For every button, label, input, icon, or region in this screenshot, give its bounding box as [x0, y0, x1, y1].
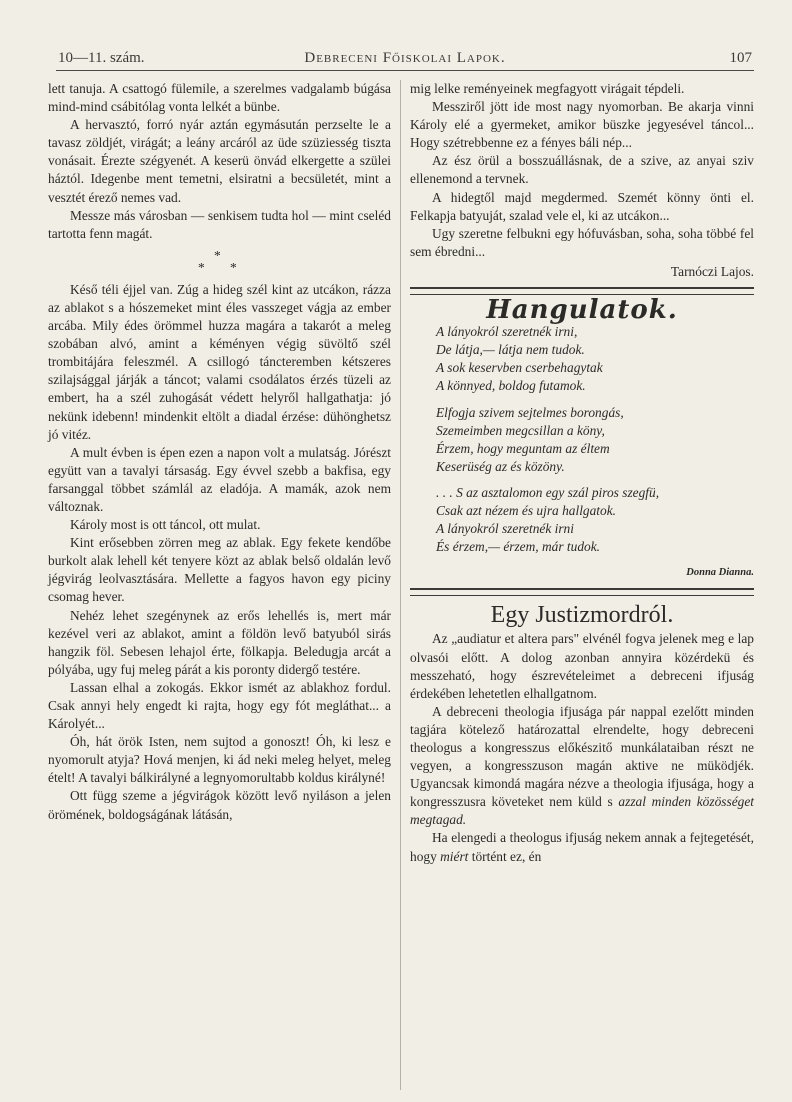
paragraph	[410, 703, 754, 830]
paragraph: Nehéz lehet szegénynek az erős lehellés is, mert már kezével veri az ablakot, amint a földön levő batyuból sirás hangzik föl. Sebesen lehajol érte, fölkapja. Beledugja arcát a pólyába, ugy fuj meleg párát a kis poronty didergő testére.	[48, 607, 391, 677]
journal-title: Debreceni Főiskolai Lapok.	[304, 50, 506, 66]
asterisk: *	[214, 247, 221, 263]
poem-stanza	[436, 323, 754, 395]
story-signature: Tarnóczi Lajos.	[670, 263, 754, 279]
poem-stanza	[436, 484, 754, 556]
header-rule	[56, 70, 754, 71]
paragraph: Messze más városban — senkisem tudta hol — mint cseléd tartotta fenn magát.	[48, 207, 391, 241]
italic-text: azzal minden közösséget megtagad.	[410, 794, 754, 828]
poem-line: Keserüség az és közöny.	[436, 458, 565, 474]
asterisk: *	[230, 259, 237, 275]
section-divider	[410, 588, 754, 596]
article-title: Egy Justizmordról.	[490, 602, 674, 629]
paragraph: Ugy szeretne felbukni egy hófuvásban, soha, soha többé fel sem ébredni...	[410, 225, 754, 259]
poem-line: Csak azt nézem és ujra hallgatok.	[436, 502, 617, 518]
paragraph: Az „audiatur et altera pars" elvénél fogva jelenek meg e lap olvasói előtt. A dolog azonban annyira közérdekü és messzeható, hogy észrevételeimet a debreceni ifjuság érdekében lehetetlen elhallgatnom.	[410, 631, 754, 701]
page-header	[58, 50, 752, 72]
paragraph: Késő téli éjjel van. Zúg a hideg szél kint az utcákon, rázza az ablakot s a hószemeket mint éles vasszeget vágja az ember arcába. Mily édes örömmel huzza magára a takarót a meleg szobában alvó, amint a kéményen végig süvöltő szél trombitájára feleszmél. A csillogó táncteremben kétszeres szilajsággal járják a táncot; valami csodálatos érzés tüzeli az embert, ha a szél zuhogását védett helyről hallgathatja: jó nekünk idebenn! mindenkit eltölt a diadal érzése: dühönghetsz jó vitéz.	[48, 281, 391, 442]
poem-line: Szemeimben megcsillan a köny,	[436, 422, 605, 438]
paragraph: Óh, hát örök Isten, nem sujtod a gonoszt! Óh, ki lesz e nyomorult atyja? Hová menjen, ki ád neki meleg helyet, meleg ételt! A tavalyi bálkirályné a legnyomorultabb koldus királyné!	[48, 734, 391, 786]
poem	[410, 323, 754, 556]
poem-stanza	[436, 404, 754, 476]
text-run: Ha elengedi a theologus ifjuság nekem annak a fejtegetését, hogy	[410, 830, 754, 864]
section-break-asterisks	[48, 247, 391, 277]
poem-line: . . . S az asztalomon egy szál piros szegfü,	[436, 484, 660, 500]
paragraph: A mult évben is épen ezen a napon volt a mulatság. Jórészt együtt van a tavalyi társaság. Egy évvel szebb a bakfisa, egy farsanggal többet számlál az eladója. A mamák, azok nem változnak.	[48, 444, 391, 514]
poem-line: De látja,— látja nem tudok.	[436, 342, 585, 358]
left-column	[48, 80, 391, 824]
paragraph: Lassan elhal a zokogás. Ekkor ismét az ablakhoz fordul. Csak annyi hely engedt ki rajta, hogy egy fót megláthat... a Károlyét...	[48, 679, 391, 732]
italic-text: miért	[440, 848, 469, 864]
poem-line: Érzem, hogy meguntam az éltem	[436, 440, 610, 456]
paragraph: mig lelke reményeinek megfagyott virágait tépdeli.	[410, 81, 685, 96]
poem-title: Hangulatok.	[486, 295, 678, 326]
poem-line: A lányokról szeretnék irni,	[436, 324, 578, 340]
poem-line: És érzem,— érzem, már tudok.	[436, 539, 601, 555]
paragraph: Kint erősebben zörren meg az ablak. Egy fekete kendőbe burkolt alak lehell két tenyere közt az ablak belső oldalán levő jégvirág leolvasztására. Mellette a fagyos havon egy piciny csomag hever.	[48, 535, 391, 605]
page-number: 107	[729, 50, 752, 66]
column-divider	[400, 80, 401, 1090]
section-divider	[410, 287, 754, 295]
right-column	[410, 80, 754, 866]
poem-author: Donna Dianna.	[686, 567, 754, 579]
paragraph: Az ész örül a bosszuállásnak, de a szive, az anyai sziv ellenemond a tervnek.	[410, 153, 754, 187]
paragraph: A hidegtől majd megdermed. Szemét könny önti el. Felkapja batyuját, szalad vele el, ki az utcákon...	[410, 189, 754, 223]
paragraph: lett tanuja. A csattogó fülemile, a szerelmes vadgalamb búgása mind-mind csábitólag vonta lelkét a bünbe.	[48, 81, 391, 115]
poem-line: A sok keservben cserbehagytak	[436, 360, 603, 376]
paragraph: Messziről jött ide most nagy nyomorban. Be akarja vinni Károly elé a gyermeket, amikor büszke jegyesével táncol... Hogy szétrebbenne ez a fényes báli nép...	[410, 99, 754, 151]
paragraph	[410, 829, 754, 865]
poem-line: A lányokról szeretnék irni	[436, 521, 574, 537]
text-run: történt ez, én	[468, 848, 542, 864]
paragraph: Ott függ szeme a jégvirágok között levő nyiláson a jelen örömének, boldogságának látásán,	[48, 788, 391, 822]
paragraph: Károly most is ott táncol, ott mulat.	[70, 517, 261, 533]
text-run: A debreceni theologia ifjusága pár nappal ezelőtt minden tagjára kötelező határozattal elrendelte, hogy debreceni theologus a kongresszus előkészitő munkálataiban részt ne vegyen, a kongresszuson magán aktive ne müködjék. Ugyancsak kimondá magára nézve a theologia ifjusága, hogy a kongresszusra követeket nem küld s	[410, 703, 754, 810]
poem-line: A könnyed, boldog futamok.	[436, 378, 586, 394]
poem-line: Elfogja szivem sejtelmes borongás,	[436, 404, 624, 420]
issue-number: 10—11. szám.	[58, 50, 145, 66]
asterisk: *	[198, 259, 205, 275]
paragraph: A hervasztó, forró nyár aztán egymásután perzselte le a tavasz zöldjét, virágát; a leány arcáról az üde szüziesség tiszta vonásait. Érezte szégyenét. A keserü önvád elkergette a szülei háztól. Idegenbe ment temetni, elsiratni a becsületét, mint a vesztét érező nemes vad.	[48, 117, 391, 205]
